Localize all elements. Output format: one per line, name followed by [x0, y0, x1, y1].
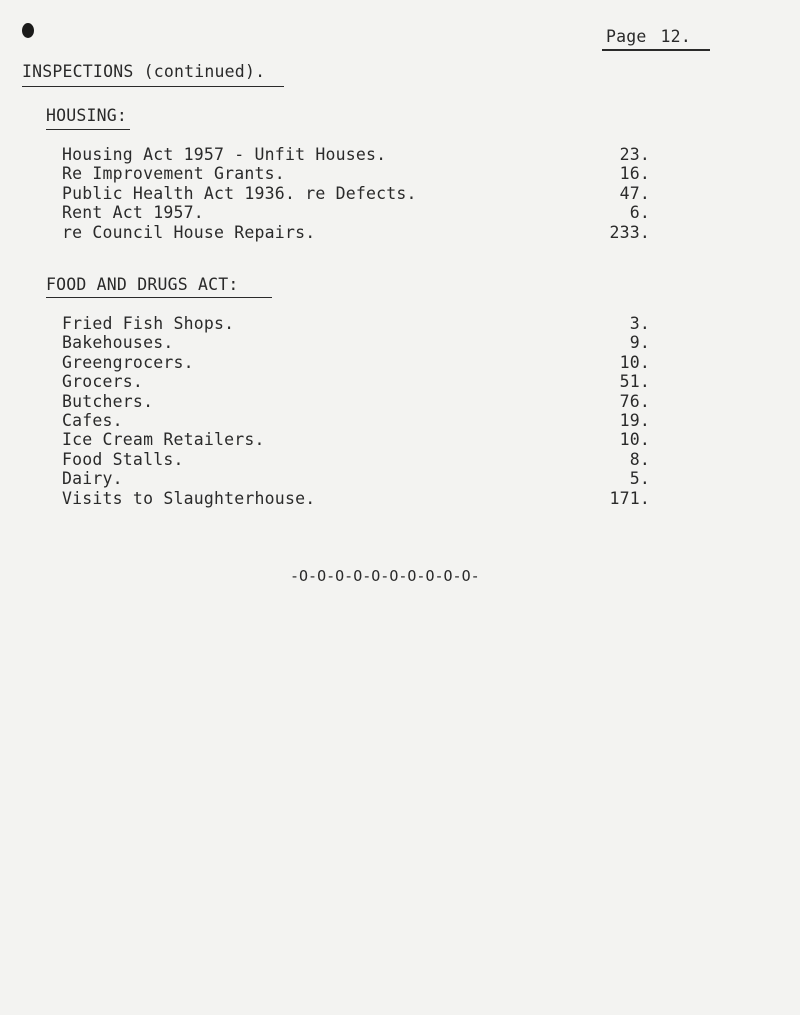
item-count: 233. — [609, 222, 650, 242]
list-item — [62, 223, 650, 242]
section-divider: -O-O-O-O-O-O-O-O-O-O- — [290, 567, 480, 585]
item-count: 23. — [619, 145, 650, 164]
item-label: Greengrocers. — [62, 352, 194, 372]
list-item — [62, 203, 650, 222]
item-label: Ice Cream Retailers. — [62, 430, 265, 450]
page-number — [606, 27, 691, 46]
list-item — [62, 489, 650, 508]
item-count: 47. — [619, 183, 650, 203]
food-drugs-heading: FOOD AND DRUGS ACT: — [46, 275, 239, 294]
list-item — [62, 411, 650, 430]
item-label: Rent Act 1957. — [62, 203, 204, 223]
item-label: Housing Act 1957 - Unfit Houses. — [62, 145, 387, 164]
item-label: Public Health Act 1936. re Defects. — [62, 183, 417, 203]
item-count: 19. — [619, 410, 650, 430]
housing-heading: HOUSING: — [46, 106, 128, 125]
list-item — [62, 184, 650, 203]
item-label: Butchers. — [62, 391, 154, 411]
page-label-text: Page — [606, 27, 647, 46]
document-heading: INSPECTIONS (continued). — [22, 62, 266, 81]
list-item — [62, 333, 650, 352]
item-label: Food Stalls. — [62, 449, 184, 469]
page-number-underline — [602, 49, 710, 51]
item-label: Bakehouses. — [62, 333, 174, 353]
food-drugs-list — [62, 314, 650, 508]
list-item — [62, 392, 650, 411]
item-label: Re Improvement Grants. — [62, 164, 285, 184]
list-item — [62, 145, 650, 164]
item-count: 10. — [619, 430, 650, 450]
list-item — [62, 450, 650, 469]
list-item — [62, 469, 650, 488]
ink-blot — [22, 23, 34, 38]
item-label: Fried Fish Shops. — [62, 314, 235, 333]
list-item — [62, 430, 650, 449]
item-count: 10. — [619, 352, 650, 372]
document-heading-underline — [22, 86, 284, 87]
item-count: 16. — [619, 164, 650, 184]
list-item — [62, 314, 650, 333]
item-count: 171. — [609, 488, 650, 508]
item-count: 8. — [629, 449, 650, 469]
item-count: 51. — [619, 372, 650, 392]
housing-heading-underline — [46, 129, 130, 130]
item-label: Visits to Slaughterhouse. — [62, 488, 316, 508]
item-count: 5. — [629, 469, 650, 489]
item-count: 76. — [619, 391, 650, 411]
list-item — [62, 164, 650, 183]
item-count: 6. — [629, 203, 650, 223]
food-drugs-heading-underline — [46, 297, 272, 298]
item-count: 3. — [629, 314, 650, 333]
item-label: Dairy. — [62, 469, 123, 489]
page-number-value: 12. — [660, 27, 691, 46]
list-item — [62, 372, 650, 391]
item-label: Grocers. — [62, 372, 144, 392]
item-label: re Council House Repairs. — [62, 222, 316, 242]
item-label: Cafes. — [62, 410, 123, 430]
list-item — [62, 353, 650, 372]
item-count: 9. — [629, 333, 650, 353]
housing-list — [62, 145, 650, 242]
